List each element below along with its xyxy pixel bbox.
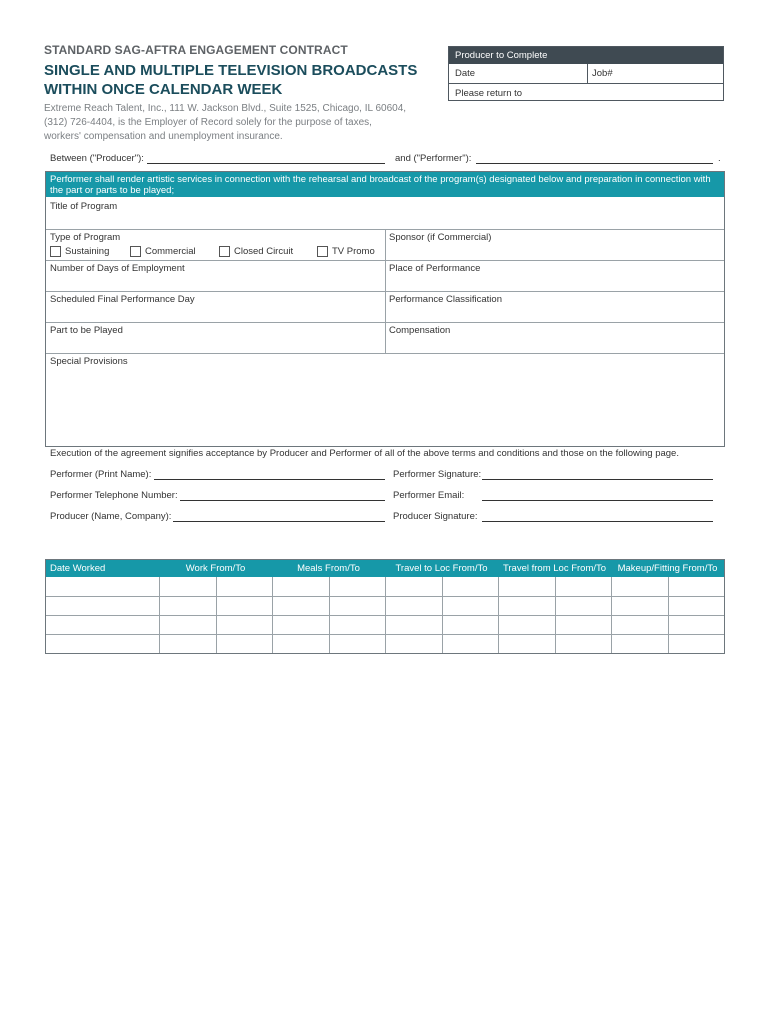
tv-promo-label: TV Promo xyxy=(332,246,375,257)
column-divider xyxy=(159,577,160,653)
performer-print-name-field[interactable] xyxy=(154,479,385,480)
performer-email-label: Performer Email: xyxy=(393,490,465,501)
performer-signature-field[interactable] xyxy=(482,479,713,480)
work-log-table xyxy=(45,559,725,654)
employer-line-1: Extreme Reach Talent, Inc., 111 W. Jackson Blvd., Suite 1525, Chicago, IL 60604, xyxy=(44,103,407,114)
column-divider xyxy=(555,577,556,653)
closed-circuit-label: Closed Circuit xyxy=(234,246,294,257)
please-return-to-field[interactable]: Please return to xyxy=(455,88,523,99)
title-line-1: SINGLE AND MULTIPLE TELEVISION BROADCASTS xyxy=(44,62,418,79)
column-header-travel-from-loc: Travel from Loc From/To xyxy=(502,563,607,574)
performer-print-name-label: Performer (Print Name): xyxy=(50,469,152,480)
column-divider xyxy=(329,577,330,653)
contract-type-heading: STANDARD SAG-AFTRA ENGAGEMENT CONTRACT xyxy=(44,43,348,57)
column-divider xyxy=(216,577,217,653)
title-line-2: WITHIN ONCE CALENDAR WEEK xyxy=(44,81,283,98)
sentence-period: . xyxy=(718,153,721,164)
page-title xyxy=(44,61,417,99)
producer-box-header: Producer to Complete xyxy=(449,47,723,64)
column-divider xyxy=(498,577,499,653)
employer-line-3: workers' compensation and unemployment insurance. xyxy=(44,131,283,142)
producer-to-complete-box xyxy=(448,46,724,101)
column-header-travel-to-loc: Travel to Loc From/To xyxy=(395,563,488,574)
column-header-work: Work From/To xyxy=(185,563,246,574)
services-intro-banner: Performer shall render artistic services in connection with the rehearsal and broadcast of the program(s) designated below and preparation in connection with the part or parts to be played; xyxy=(46,172,724,197)
execution-statement: Execution of the agreement signifies acceptance by Producer and Performer of all of the above terms and conditions and those on the following page. xyxy=(50,448,679,459)
compensation-label[interactable]: Compensation xyxy=(389,325,451,336)
producer-box-date-row xyxy=(449,64,723,84)
date-field[interactable]: Date xyxy=(455,68,476,79)
producer-party-label: Between ("Producer"): xyxy=(50,153,144,164)
employer-line-2: (312) 726-4404, is the Employer of Record solely for the purpose of taxes, xyxy=(44,117,372,128)
commercial-checkbox[interactable] xyxy=(130,246,141,257)
place-of-performance-label[interactable]: Place of Performance xyxy=(389,263,481,274)
producer-name-label: Producer (Name, Company): xyxy=(50,511,172,522)
column-header-date-worked: Date Worked xyxy=(50,563,106,574)
column-divider xyxy=(611,577,612,653)
performer-phone-field[interactable] xyxy=(180,500,385,501)
title-of-program-label[interactable]: Title of Program xyxy=(50,201,118,212)
column-header-makeup-fitting: Makeup/Fitting From/To xyxy=(617,563,718,574)
performer-signature-label: Performer Signature: xyxy=(393,469,482,480)
producer-signature-label: Producer Signature: xyxy=(393,511,478,522)
performer-phone-label: Performer Telephone Number: xyxy=(50,490,178,501)
job-number-field[interactable]: Job# xyxy=(592,68,613,79)
closed-circuit-checkbox[interactable] xyxy=(219,246,230,257)
type-of-program-label: Type of Program xyxy=(50,232,121,243)
special-provisions-label[interactable]: Special Provisions xyxy=(50,356,128,367)
column-divider xyxy=(442,577,443,653)
program-details-form xyxy=(45,171,725,447)
commercial-label: Commercial xyxy=(145,246,196,257)
performance-classification-label[interactable]: Performance Classification xyxy=(389,294,502,305)
row-divider xyxy=(46,353,724,354)
employer-of-record-notice xyxy=(44,102,406,144)
performer-email-field[interactable] xyxy=(482,500,713,501)
producer-party-field[interactable] xyxy=(147,163,385,164)
column-divider xyxy=(385,577,386,653)
performer-party-field[interactable] xyxy=(476,163,713,164)
column-divider xyxy=(385,229,386,353)
days-of-employment-label[interactable]: Number of Days of Employment xyxy=(50,263,185,274)
producer-box-return-row xyxy=(449,84,723,102)
sponsor-label[interactable]: Sponsor (if Commercial) xyxy=(389,232,492,243)
sustaining-label: Sustaining xyxy=(65,246,110,257)
producer-signature-field[interactable] xyxy=(482,521,713,522)
column-header-meals: Meals From/To xyxy=(297,563,360,574)
final-performance-day-label[interactable]: Scheduled Final Performance Day xyxy=(50,294,195,305)
producer-name-field[interactable] xyxy=(173,521,385,522)
part-to-be-played-label[interactable]: Part to be Played xyxy=(50,325,123,336)
tv-promo-checkbox[interactable] xyxy=(317,246,328,257)
column-divider xyxy=(272,577,273,653)
column-divider xyxy=(668,577,669,653)
work-log-header-row xyxy=(46,560,724,577)
sustaining-checkbox[interactable] xyxy=(50,246,61,257)
performer-party-label: and ("Performer"): xyxy=(395,153,472,164)
producer-box-divider xyxy=(587,64,588,83)
